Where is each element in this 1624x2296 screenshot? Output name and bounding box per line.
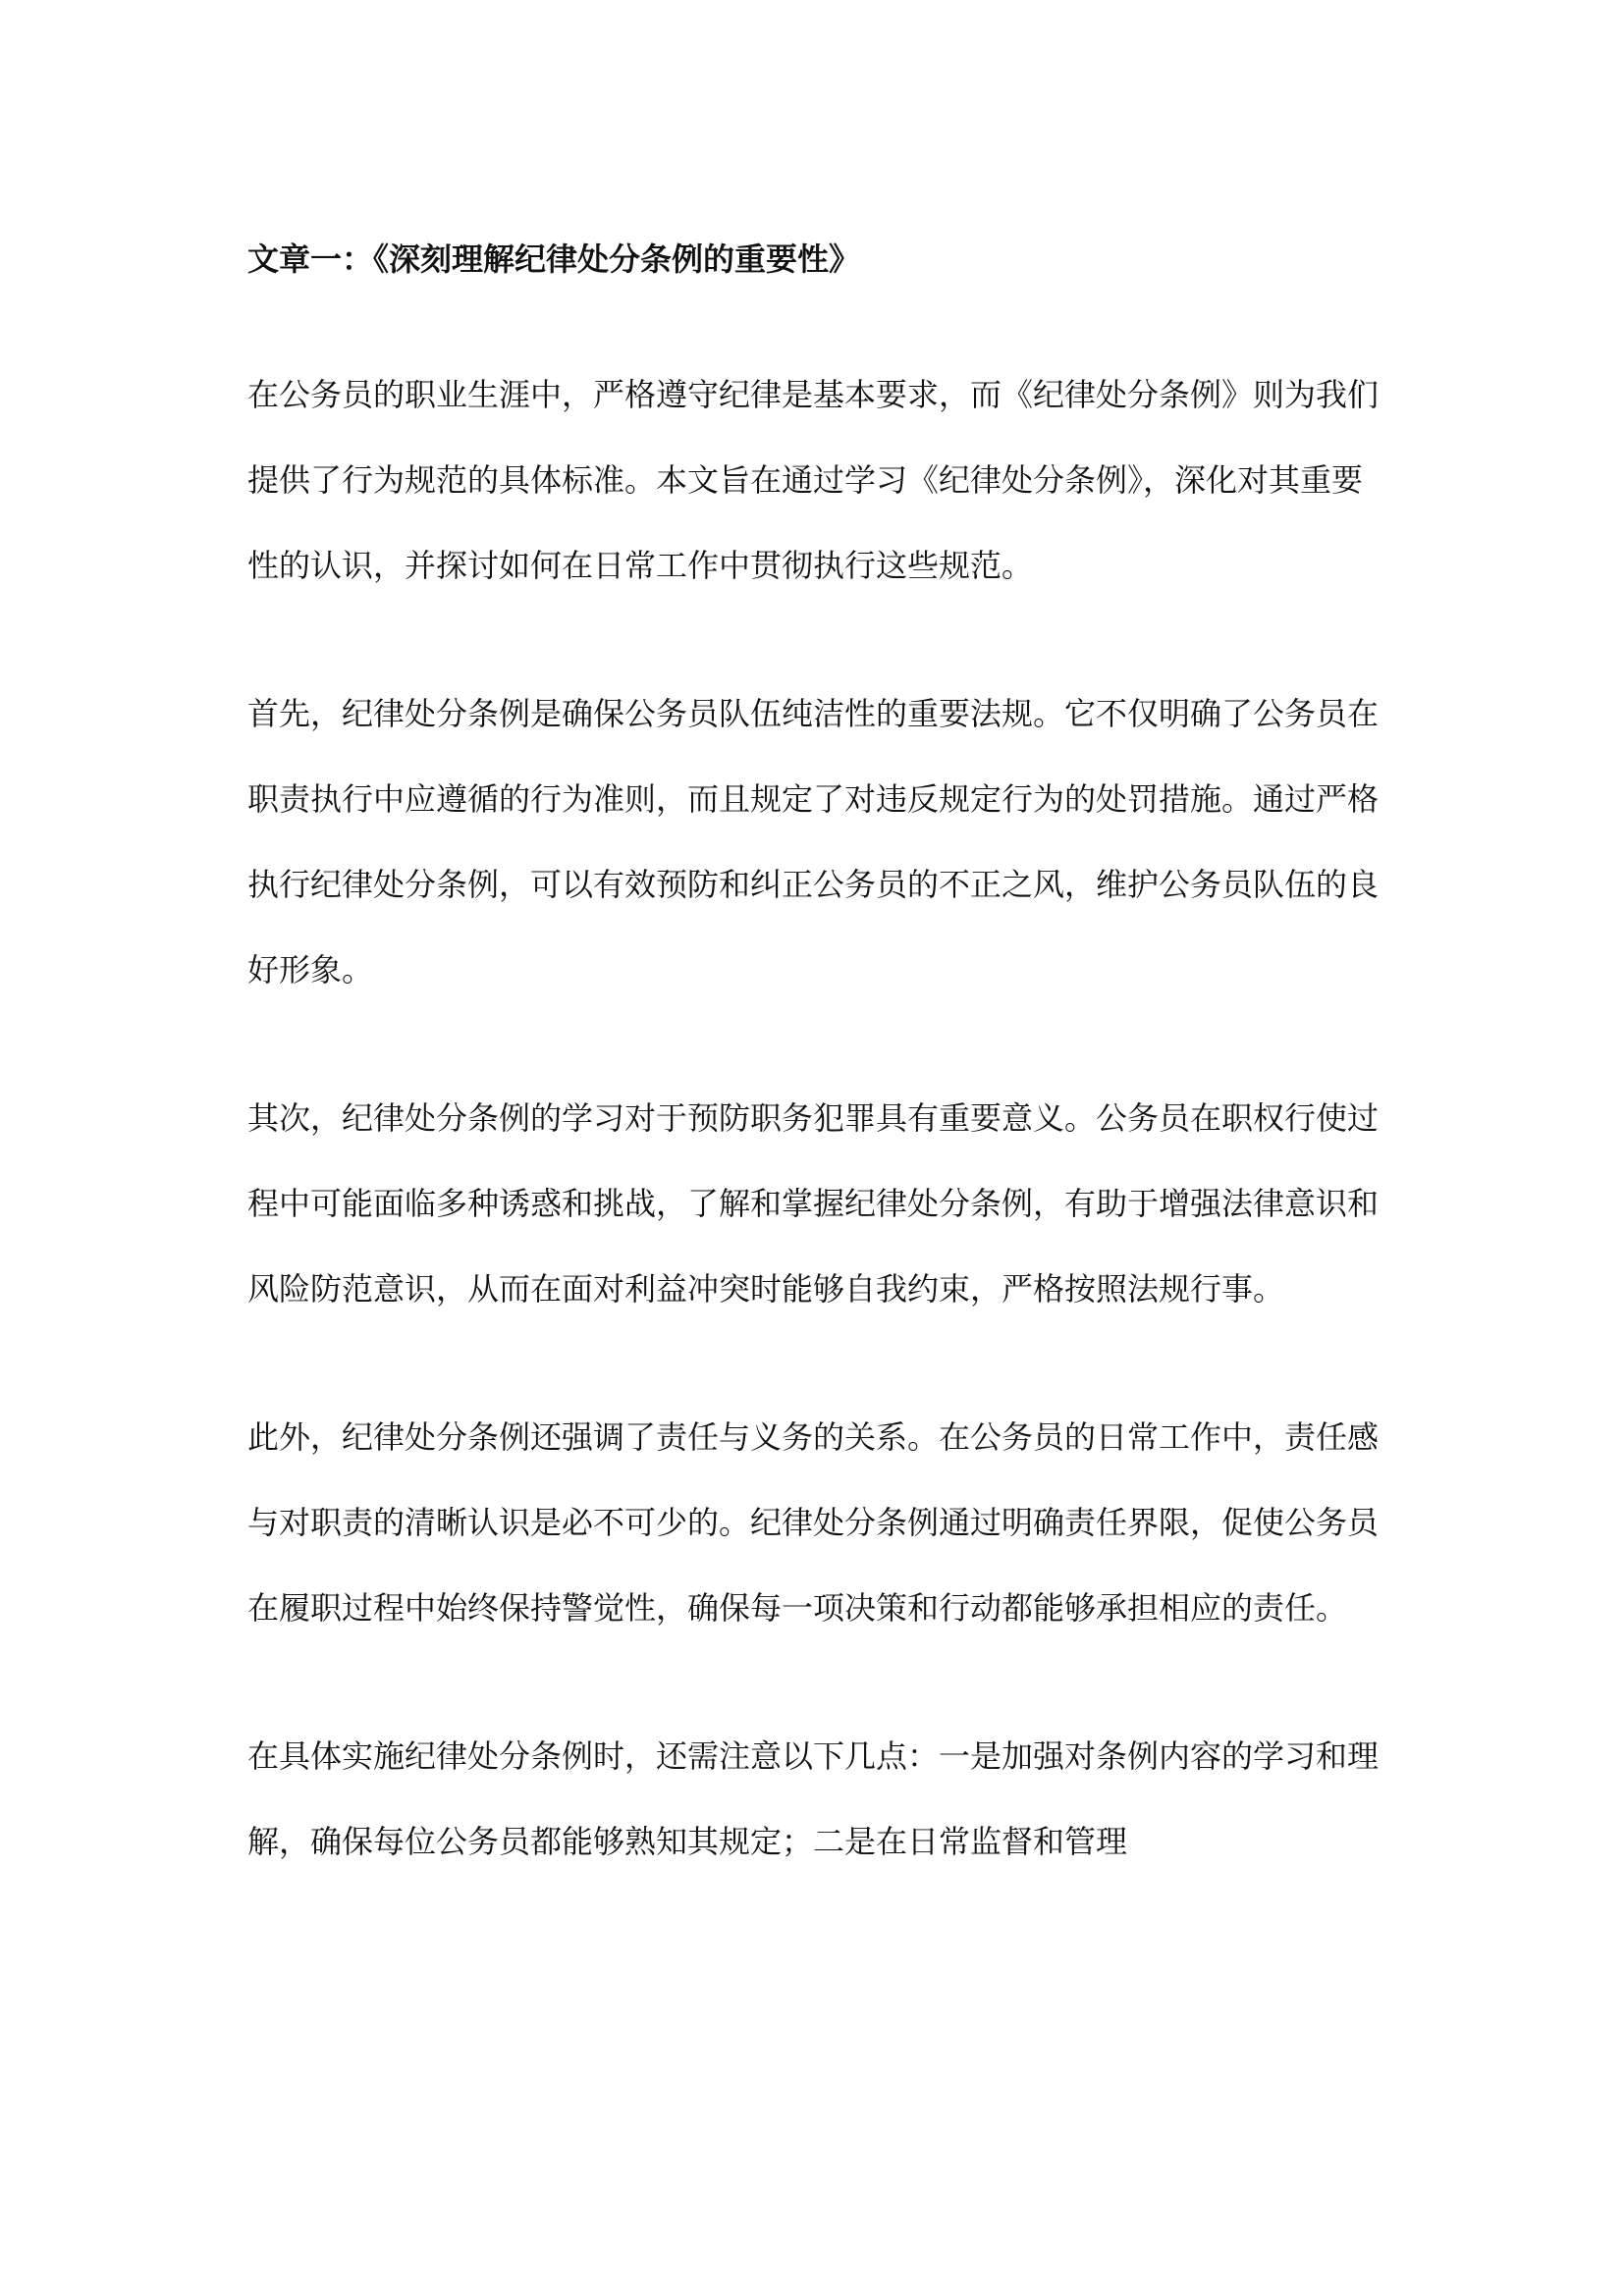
- spacer: [247, 1651, 1386, 1714]
- spacer: [247, 1013, 1386, 1076]
- article-title: 文章一：《深刻理解纪律处分条例的重要性》: [247, 240, 861, 278]
- spacer: [247, 291, 1386, 352]
- paragraph-5: 在具体实施纪律处分条例时，还需注意以下几点：一是加强对条例内容的学习和理解，确保每位公务员都能够熟知其规定；二是在日常监督和管理: [247, 1737, 1380, 1860]
- paragraph-3: 其次，纪律处分条例的学习对于预防职务犯罪具有重要意义。公务员在职权行使过程中可能面临多种诱惑和挑战，了解和掌握纪律处分条例，有助于增强法律意识和风险防范意识，从而在面对利益冲突时能够自我约束，严格按照法规行事。: [247, 1099, 1380, 1308]
- document-body: [247, 228, 1386, 1885]
- spacer: [247, 1332, 1386, 1395]
- paragraph-4: 此外，纪律处分条例还强调了责任与义务的关系。在公务员的日常工作中，责任感与对职责的清晰认识是必不可少的。纪律处分条例通过明确责任界限，促使公务员在履职过程中始终保持警觉性，确保每一项决策和行动都能够承担相应的责任。: [247, 1418, 1380, 1627]
- paragraph-2: 首先，纪律处分条例是确保公务员队伍纯洁性的重要法规。它不仅明确了公务员在职责执行中应遵循的行为准则，而且规定了对违反规定行为的处罚措施。通过严格执行纪律处分条例，可以有效预防和纠正公务员的不正之风，维护公务员队伍的良好形象。: [247, 695, 1380, 988]
- paragraph-1: 在公务员的职业生涯中，严格遵守纪律是基本要求，而《纪律处分条例》则为我们提供了行为规范的具体标准。本文旨在通过学习《纪律处分条例》，深化对其重要性的认识，并探讨如何在日常工作中贯彻执行这些规范。: [247, 376, 1380, 584]
- spacer: [247, 609, 1386, 671]
